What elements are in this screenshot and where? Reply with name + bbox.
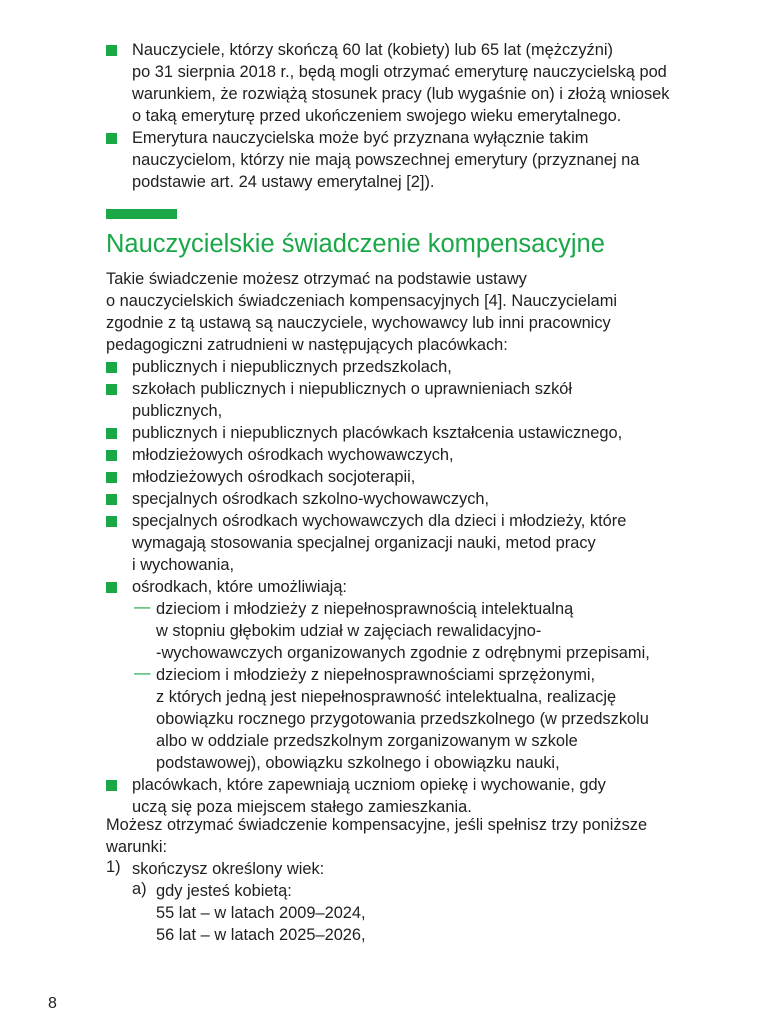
text-line: o nauczycielskich świadczeniach kompensacyjnych [4]. Nauczycielami	[106, 292, 618, 310]
text-line: gdy jesteś kobietą:	[156, 882, 292, 900]
list-item	[106, 466, 706, 488]
text-line: albo w oddziale przedszkolnym zorganizowanym w szkole	[156, 732, 578, 750]
text-line: młodzieżowych ośrodkach wychowawczych,	[132, 446, 454, 464]
conditions-section	[106, 814, 706, 946]
square-bullet-icon	[106, 45, 117, 56]
lettered-item	[106, 880, 706, 902]
sub-list-item	[106, 664, 706, 774]
list-item	[106, 488, 706, 510]
item-number: 1)	[106, 858, 121, 876]
list-item	[106, 576, 706, 598]
sub-list-item	[106, 598, 706, 664]
square-bullet-icon	[106, 516, 117, 527]
list-item	[106, 127, 706, 193]
list-item	[106, 39, 706, 127]
dash-bullet-icon: —	[134, 598, 151, 616]
text-line: nauczycielom, którzy nie mają powszechnej emerytury (przyznanej na	[132, 151, 640, 169]
text-line: pedagogiczni zatrudnieni w następujących placówkach:	[106, 336, 508, 354]
text-line: Nauczyciele, którzy skończą 60 lat (kobiety) lub 65 lat (mężczyźni)	[132, 41, 613, 59]
text-line: szkołach publicznych i niepublicznych o uprawnieniach szkół	[132, 380, 573, 398]
dash-bullet-icon: —	[134, 664, 151, 682]
intro-paragraph	[106, 268, 706, 356]
item-letter: a)	[132, 880, 147, 898]
text-line: specjalnych ośrodkach wychowawczych dla dzieci i młodzieży, które	[132, 512, 627, 530]
square-bullet-icon	[106, 362, 117, 373]
numbered-item	[106, 858, 706, 880]
text-line: -wychowawczych organizowanych zgodnie z odrębnymi przepisami,	[156, 644, 650, 662]
list-item	[106, 356, 706, 378]
list-item	[106, 510, 706, 576]
text-line: i wychowania,	[132, 556, 235, 574]
text-line: wymagają stosowania specjalnej organizacji nauki, metod pracy	[132, 534, 596, 552]
text-line: Emerytura nauczycielska może być przyznana wyłącznie takim	[132, 129, 589, 147]
square-bullet-icon	[106, 582, 117, 593]
list-item	[106, 774, 706, 818]
text-line: 56 lat – w latach 2025–2026,	[156, 926, 366, 944]
list-item	[106, 422, 706, 444]
text-line: publicznych i niepublicznych placówkach kształcenia ustawicznego,	[132, 424, 623, 442]
section-body	[106, 268, 706, 818]
square-bullet-icon	[106, 428, 117, 439]
places-list	[106, 356, 706, 818]
square-bullet-icon	[106, 133, 117, 144]
text-line: Takie świadczenie możesz otrzymać na podstawie ustawy	[106, 270, 527, 288]
top-bullet-list	[106, 39, 706, 193]
text-line: 55 lat – w latach 2009–2024,	[156, 904, 366, 922]
text-line: dzieciom i młodzieży z niepełnosprawnością intelektualną	[156, 600, 574, 618]
text-line: warunkiem, że rozwiążą stosunek pracy (lub wygaśnie on) i złożą wniosek	[132, 85, 670, 103]
section-accent-bar	[106, 209, 177, 219]
square-bullet-icon	[106, 450, 117, 461]
list-item	[106, 378, 706, 422]
list-item	[106, 444, 706, 466]
text-line: w stopniu głębokim udział w zajęciach rewalidacyjno-	[156, 622, 542, 640]
square-bullet-icon	[106, 494, 117, 505]
page-number: 8	[48, 995, 57, 1012]
text-line: uczą się poza miejscem stałego zamieszkania.	[132, 798, 472, 816]
square-bullet-icon	[106, 384, 117, 395]
text-line: zgodnie z tą ustawą są nauczyciele, wychowawcy lub inni pracownicy	[106, 314, 611, 332]
square-bullet-icon	[106, 780, 117, 791]
age-list	[106, 902, 706, 946]
text-line: skończysz określony wiek:	[132, 860, 325, 878]
sub-list	[106, 598, 706, 774]
text-line: podstawowej), obowiązku szkolnego i obowiązku nauki,	[156, 754, 560, 772]
text-line: obowiązku rocznego przygotowania przedszkolnego (w przedszkolu	[156, 710, 649, 728]
text-line: młodzieżowych ośrodkach socjoterapii,	[132, 468, 416, 486]
text-line: z których jedną jest niepełnosprawność intelektualna, realizację	[156, 688, 617, 706]
text-line: podstawie art. 24 ustawy emerytalnej [2]).	[132, 173, 435, 191]
text-line: placówkach, które zapewniają uczniom opiekę i wychowanie, gdy	[132, 776, 606, 794]
text-line: ośrodkach, które umożliwiają:	[132, 578, 347, 596]
text-line: po 31 sierpnia 2018 r., będą mogli otrzymać emeryturę nauczycielską pod	[132, 63, 667, 81]
text-line: o taką emeryturę przed ukończeniem swojego wieku emerytalnego.	[132, 107, 622, 125]
square-bullet-icon	[106, 472, 117, 483]
section-heading: Nauczycielskie świadczenie kompensacyjne	[106, 230, 605, 258]
text-line: warunki:	[106, 838, 168, 856]
text-line: dzieciom i młodzieży z niepełnosprawnościami sprzężonymi,	[156, 666, 596, 684]
text-line: publicznych,	[132, 402, 223, 420]
text-line: specjalnych ośrodkach szkolno-wychowawczych,	[132, 490, 490, 508]
text-line: Możesz otrzymać świadczenie kompensacyjne, jeśli spełnisz trzy poniższe	[106, 816, 648, 834]
text-line: publicznych i niepublicznych przedszkolach,	[132, 358, 452, 376]
